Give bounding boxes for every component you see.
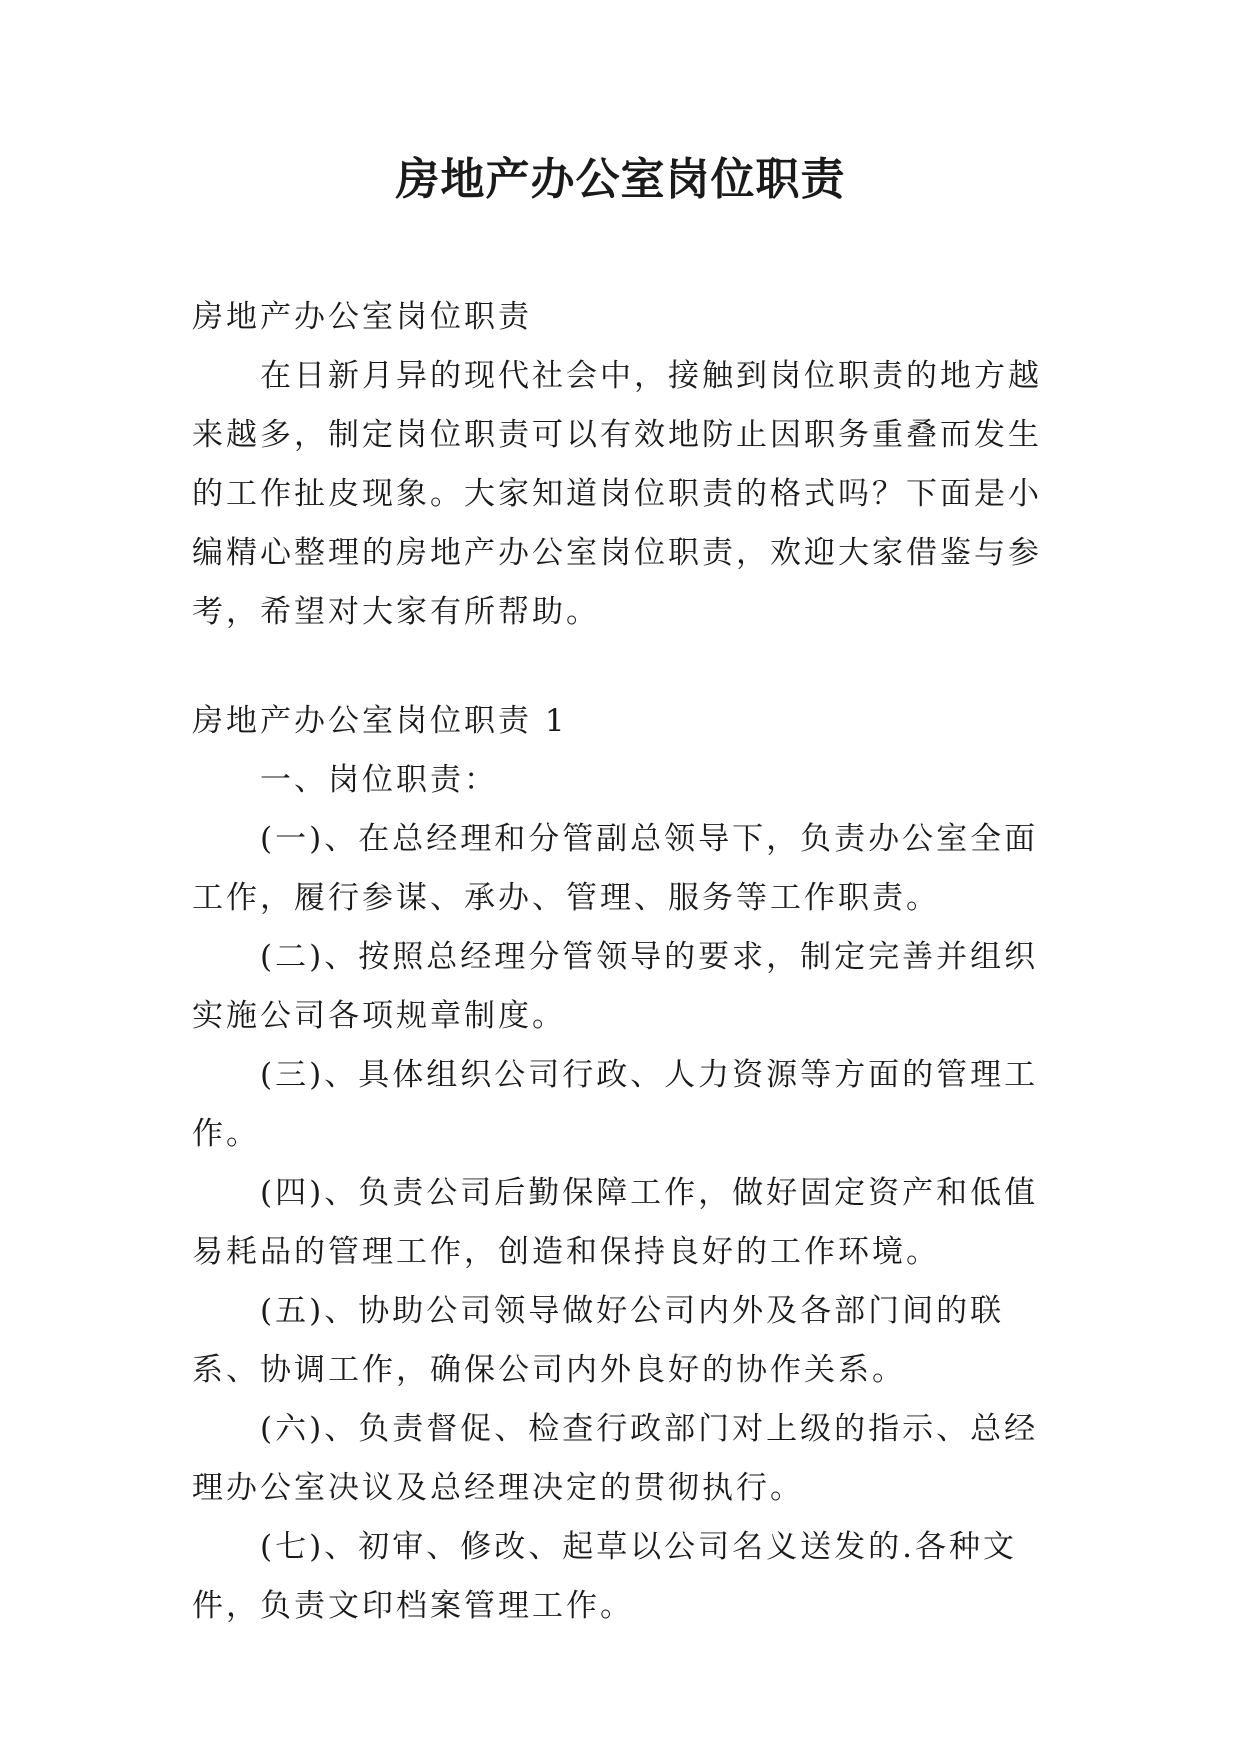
- sub-heading: 一、岗位职责：: [260, 762, 498, 798]
- duty-item-7: (七)、初审、修改、起草以公司名义送发的.各种文件，负责文印档案管理工作。: [192, 1529, 1018, 1624]
- duty-item-2: (二)、按照总经理分管领导的要求，制定完善并组织实施公司各项规章制度。: [192, 939, 1039, 1034]
- section-spacer: [192, 642, 1054, 692]
- intro-heading: 房地产办公室岗位职责: [192, 299, 532, 335]
- duty-item-5: (五)、协助公司领导做好公司内外及各部门间的联系、协调工作，确保公司内外良好的协作关系。: [192, 1293, 1005, 1388]
- intro-paragraph: 在日新月异的现代社会中，接触到岗位职责的地方越来越多，制定岗位职责可以有效地防止因职务重叠而发生的工作扯皮现象。大家知道岗位职责的格式吗？下面是小编精心整理的房地产办公室岗位职责，欢迎大家借鉴与参考，希望对大家有所帮助。: [192, 358, 1042, 630]
- document-body: [192, 288, 1054, 1636]
- section-heading: 房地产办公室岗位职责 1: [192, 703, 568, 739]
- document-title: 房地产办公室岗位职责: [395, 154, 846, 205]
- duty-item-1: (一)、在总经理和分管副总领导下，负责办公室全面工作，履行参谋、承办、管理、服务等工作职责。: [192, 821, 1039, 916]
- duty-item-6: (六)、负责督促、检查行政部门对上级的指示、总经理办公室决议及总经理决定的贯彻执行。: [192, 1411, 1039, 1506]
- duty-item-3: (三)、具体组织公司行政、人力资源等方面的管理工作。: [192, 1057, 1039, 1152]
- duty-item-4: (四)、负责公司后勤保障工作，做好固定资产和低值易耗品的管理工作，创造和保持良好的工作环境。: [192, 1175, 1039, 1270]
